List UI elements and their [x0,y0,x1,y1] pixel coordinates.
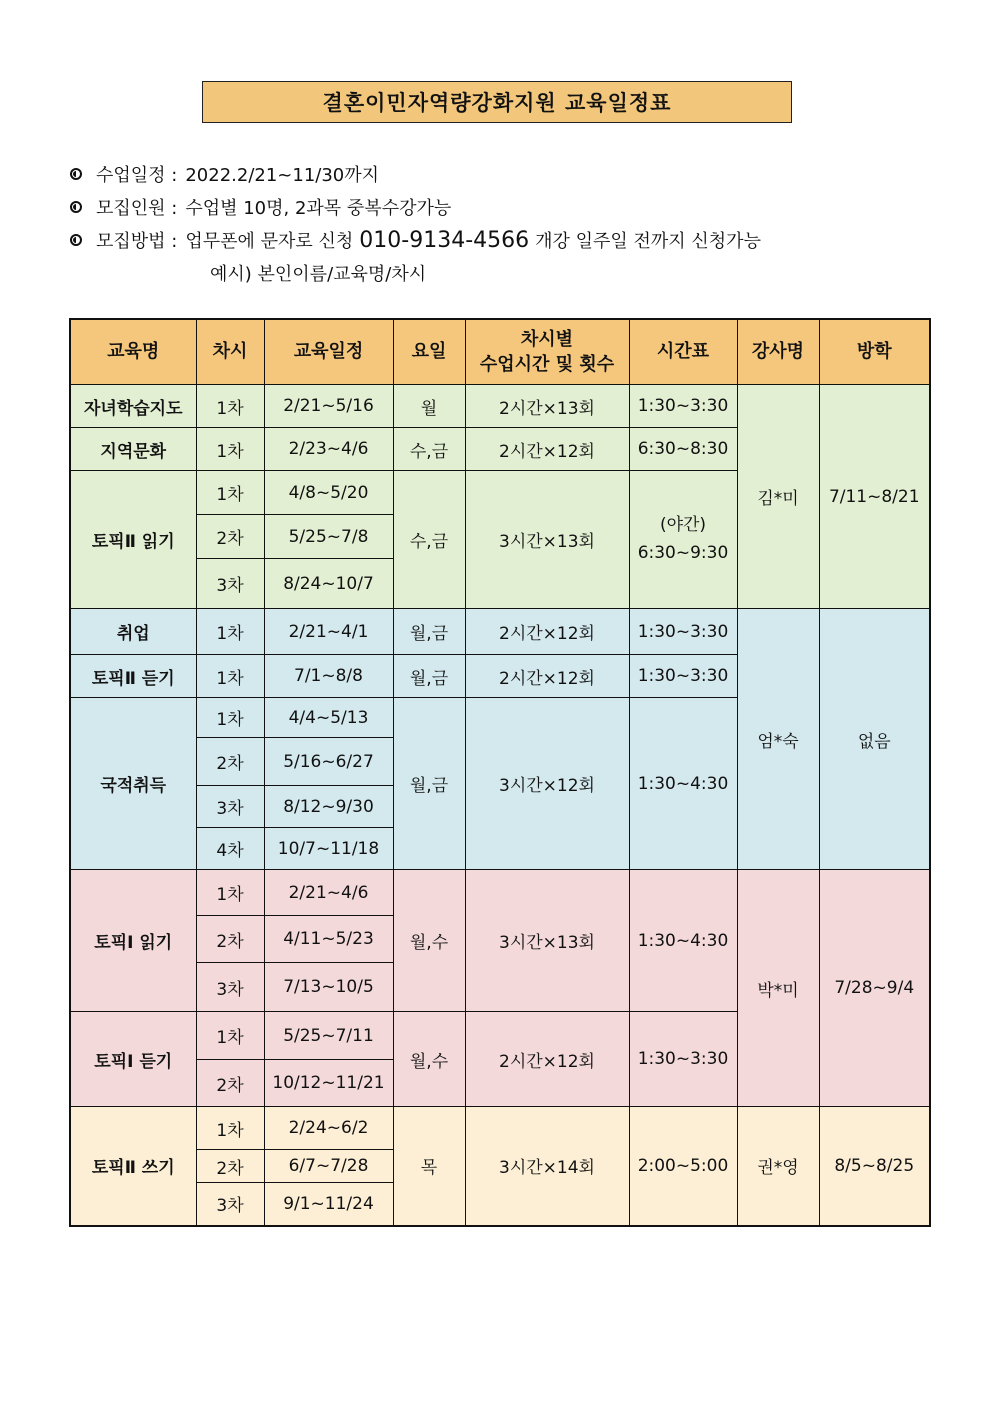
period: 6/7~7/28 [264,1150,393,1183]
hours: 2시간×12회 [465,609,629,655]
session: 1차 [196,1107,264,1150]
header-day: 요일 [393,319,465,385]
period: 4/11~5/23 [264,916,393,963]
info-label: 모집방법 : [96,231,178,252]
session: 2차 [196,738,264,786]
period: 2/21~5/16 [264,385,393,428]
header-row [70,319,930,385]
header-hours [465,319,629,385]
day: 월,금 [393,698,465,870]
period: 10/7~11/18 [264,828,393,870]
hours: 3시간×12회 [465,698,629,870]
session: 3차 [196,786,264,828]
time: 1:30~3:30 [629,385,737,428]
session: 2차 [196,515,264,559]
half-circle-bullet-icon [70,234,82,246]
session: 3차 [196,1183,264,1226]
info-text-after: 개강 일주일 전까지 신청가능 [535,231,761,252]
header-period: 교육일정 [264,319,393,385]
period: 8/24~10/7 [264,559,393,609]
day: 목 [393,1107,465,1226]
session: 1차 [196,655,264,698]
header-session: 차시 [196,319,264,385]
time: 6:30~8:30 [629,428,737,471]
period: 9/1~11/24 [264,1183,393,1226]
session: 2차 [196,1060,264,1107]
time-night-label: (야간) [659,515,707,536]
table-row [70,870,930,916]
time [629,471,737,609]
course-name: 토픽Ⅱ 듣기 [70,655,196,698]
session: 1차 [196,385,264,428]
session: 1차 [196,698,264,738]
header-name: 교육명 [70,319,196,385]
hours: 3시간×13회 [465,870,629,1012]
vacation: 없음 [819,609,930,870]
course-name: 토픽Ⅱ 쓰기 [70,1107,196,1226]
day: 수,금 [393,471,465,609]
teacher: 김*미 [737,385,819,609]
period: 7/1~8/8 [264,655,393,698]
half-circle-bullet-icon [70,201,82,213]
time: 1:30~3:30 [629,609,737,655]
header-teacher: 강사명 [737,319,819,385]
period: 5/25~7/8 [264,515,393,559]
info-method [70,227,761,253]
time: 2:00~5:00 [629,1107,737,1226]
header-time: 시간표 [629,319,737,385]
info-text: 2022.2/21~11/30까지 [185,165,380,186]
session: 3차 [196,559,264,609]
time: 1:30~3:30 [629,655,737,698]
page-title: 결혼이민자역량강화지원 교육일정표 [202,81,792,123]
session: 1차 [196,1012,264,1060]
info-schedule [70,161,379,187]
period: 4/4~5/13 [264,698,393,738]
period: 2/24~6/2 [264,1107,393,1150]
teacher: 엄*숙 [737,609,819,870]
course-name: 토픽Ⅰ 듣기 [70,1012,196,1107]
teacher: 박*미 [737,870,819,1107]
session: 3차 [196,963,264,1012]
period: 10/12~11/21 [264,1060,393,1107]
phone-number: 010-9134-4566 [359,227,530,253]
hours: 2시간×12회 [465,428,629,471]
time: 1:30~4:30 [629,870,737,1012]
table-row [70,385,930,428]
hours: 3시간×13회 [465,471,629,609]
info-label: 수업일정 : [96,165,178,186]
session: 2차 [196,916,264,963]
course-name: 지역문화 [70,428,196,471]
hours: 2시간×12회 [465,655,629,698]
session: 1차 [196,428,264,471]
session: 1차 [196,609,264,655]
info-label: 모집인원 : [96,198,178,219]
course-name: 토픽Ⅰ 읽기 [70,870,196,1012]
day: 월,수 [393,870,465,1012]
time-range: 6:30~9:30 [637,542,729,563]
day: 월 [393,385,465,428]
course-name: 취업 [70,609,196,655]
info-text: 수업별 10명, 2과목 중복수강가능 [185,198,452,219]
info-capacity [70,194,451,220]
period: 8/12~9/30 [264,786,393,828]
vacation: 7/28~9/4 [819,870,930,1107]
vacation: 7/11~8/21 [819,385,930,609]
header-hours-line2: 수업시간 및 횟수 [479,354,615,375]
day: 수,금 [393,428,465,471]
period: 2/21~4/1 [264,609,393,655]
period: 2/23~4/6 [264,428,393,471]
course-name: 국적취득 [70,698,196,870]
period: 5/25~7/11 [264,1012,393,1060]
course-name: 토픽Ⅱ 읽기 [70,471,196,609]
schedule-table [69,318,931,1227]
day: 월,금 [393,655,465,698]
period: 7/13~10/5 [264,963,393,1012]
hours: 2시간×13회 [465,385,629,428]
time: 1:30~3:30 [629,1012,737,1107]
session: 4차 [196,828,264,870]
day: 월,금 [393,609,465,655]
table-row [70,609,930,655]
table-row [70,1107,930,1150]
info-text-before: 업무폰에 문자로 신청 [185,231,354,252]
time: 1:30~4:30 [629,698,737,870]
teacher: 권*영 [737,1107,819,1226]
period: 2/21~4/6 [264,870,393,916]
half-circle-bullet-icon [70,168,82,180]
session: 1차 [196,870,264,916]
session: 2차 [196,1150,264,1183]
example-format: 예시) 본인이름/교육명/차시 [210,264,427,285]
day: 월,수 [393,1012,465,1107]
course-name: 자녀학습지도 [70,385,196,428]
header-hours-line1: 차시별 [520,328,574,350]
vacation: 8/5~8/25 [819,1107,930,1226]
period: 4/8~5/20 [264,471,393,515]
header-vacation: 방학 [819,319,930,385]
hours: 3시간×14회 [465,1107,629,1226]
hours: 2시간×12회 [465,1012,629,1107]
session: 1차 [196,471,264,515]
period: 5/16~6/27 [264,738,393,786]
